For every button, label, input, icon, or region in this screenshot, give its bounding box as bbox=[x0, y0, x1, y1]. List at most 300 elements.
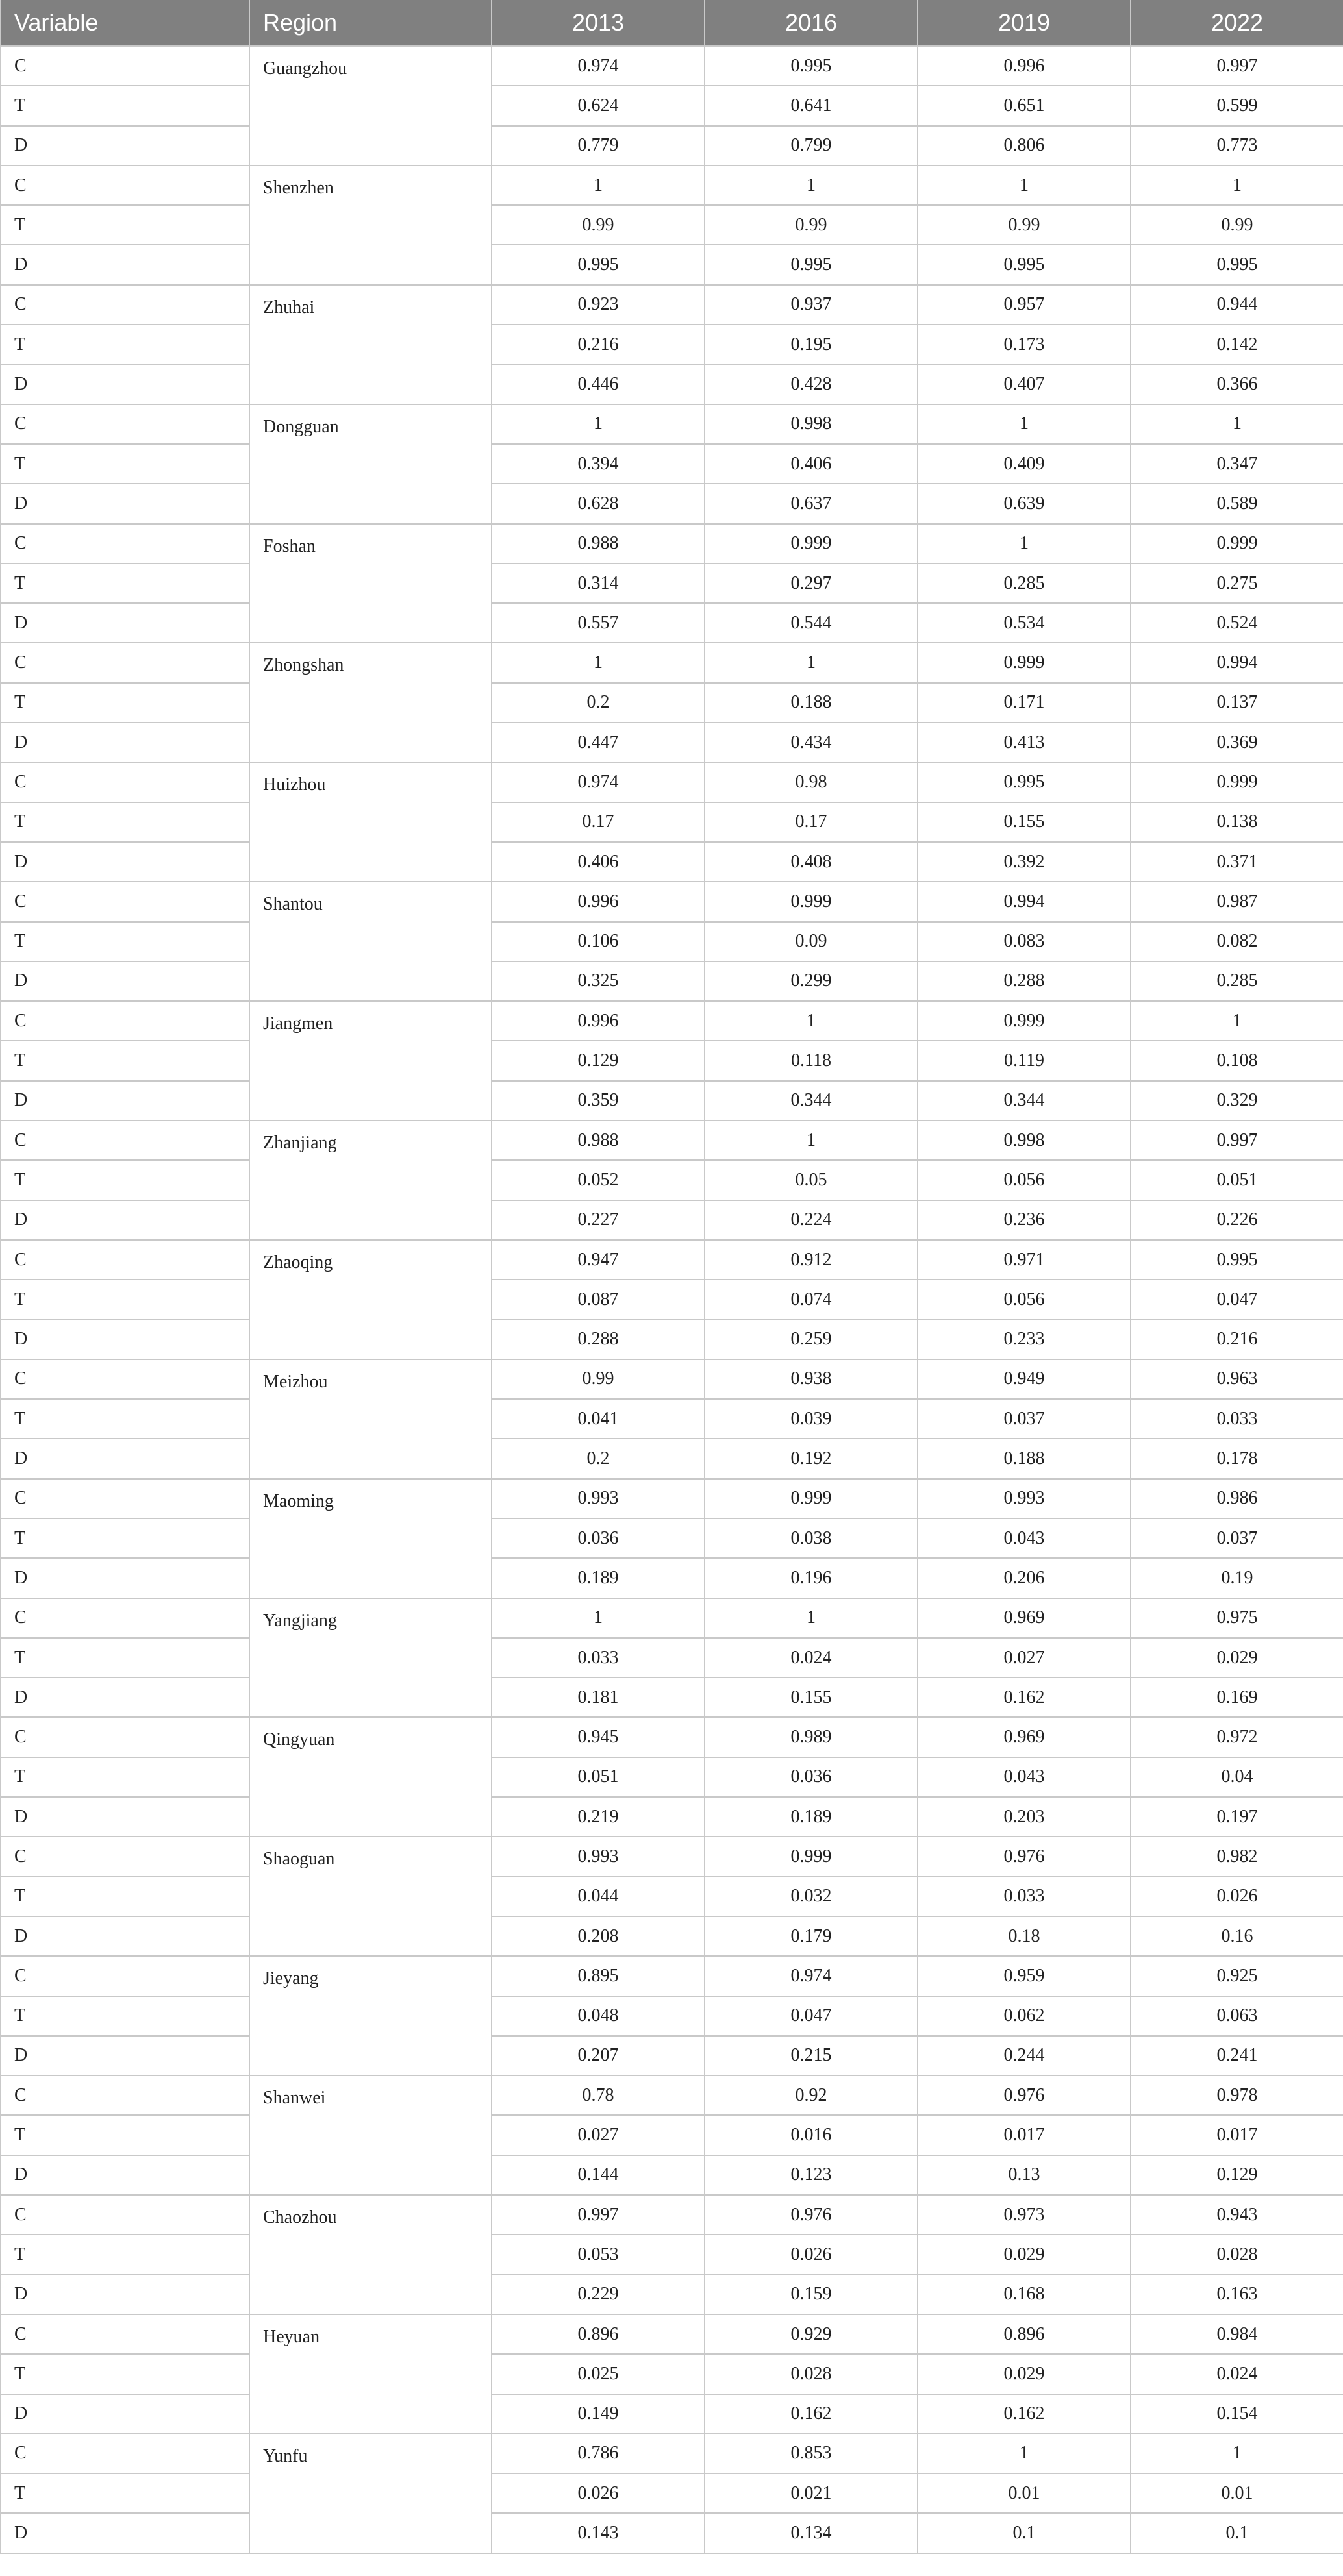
value-cell: 1 bbox=[1131, 1001, 1343, 1041]
table-row bbox=[1, 126, 1343, 166]
value-cell: 0.138 bbox=[1131, 802, 1343, 842]
table-row bbox=[1, 1837, 1343, 1876]
value-cell: 0.975 bbox=[1131, 1598, 1343, 1638]
table-row bbox=[1, 2513, 1343, 2553]
value-cell: 0.366 bbox=[1131, 364, 1343, 404]
variable-cell: T bbox=[1, 1638, 249, 1678]
value-cell: 0.408 bbox=[705, 842, 918, 882]
variable-cell: C bbox=[1, 1598, 249, 1638]
variable-cell: T bbox=[1, 325, 249, 364]
value-cell: 0.78 bbox=[492, 2075, 705, 2115]
value-cell: 0.159 bbox=[705, 2275, 918, 2314]
value-cell: 0.106 bbox=[492, 922, 705, 961]
value-cell: 0.995 bbox=[1131, 1240, 1343, 1280]
value-cell: 0.041 bbox=[492, 1399, 705, 1439]
value-cell: 1 bbox=[918, 166, 1131, 205]
table-row bbox=[1, 1956, 1343, 1996]
variable-cell: C bbox=[1, 2434, 249, 2473]
value-cell: 0.024 bbox=[705, 1638, 918, 1678]
region-cell: Zhaoqing bbox=[249, 1240, 492, 1359]
value-cell: 0.995 bbox=[918, 245, 1131, 284]
value-cell: 0.19 bbox=[1131, 1558, 1343, 1598]
value-cell: 0.641 bbox=[705, 86, 918, 125]
value-cell: 0.976 bbox=[918, 2075, 1131, 2115]
value-cell: 0.786 bbox=[492, 2434, 705, 2473]
value-cell: 0.969 bbox=[918, 1598, 1131, 1638]
value-cell: 0.971 bbox=[918, 1240, 1131, 1280]
value-cell: 0.129 bbox=[492, 1041, 705, 1080]
value-cell: 0.259 bbox=[705, 1320, 918, 1359]
table-row bbox=[1, 46, 1343, 86]
value-cell: 1 bbox=[705, 166, 918, 205]
value-cell: 0.123 bbox=[705, 2155, 918, 2195]
value-cell: 0.179 bbox=[705, 1916, 918, 1956]
table-row bbox=[1, 2195, 1343, 2235]
variable-cell: C bbox=[1, 643, 249, 682]
value-cell: 0.171 bbox=[918, 683, 1131, 723]
table-body bbox=[1, 46, 1343, 2553]
value-cell: 0.651 bbox=[918, 86, 1131, 125]
value-cell: 0.999 bbox=[705, 1479, 918, 1518]
table-row bbox=[1, 1996, 1343, 2036]
value-cell: 0.947 bbox=[492, 1240, 705, 1280]
header-year-2022: 2022 bbox=[1131, 0, 1343, 46]
table-row bbox=[1, 1359, 1343, 1399]
value-cell: 0.028 bbox=[1131, 2235, 1343, 2274]
value-cell: 0.108 bbox=[1131, 1041, 1343, 1080]
value-cell: 0.216 bbox=[492, 325, 705, 364]
variable-cell: T bbox=[1, 2354, 249, 2394]
table-row bbox=[1, 2394, 1343, 2434]
table-row bbox=[1, 2075, 1343, 2115]
table-row bbox=[1, 2036, 1343, 2075]
value-cell: 0.997 bbox=[492, 2195, 705, 2235]
variable-cell: C bbox=[1, 2195, 249, 2235]
value-cell: 0.178 bbox=[1131, 1439, 1343, 1478]
region-cell: Zhuhai bbox=[249, 285, 492, 404]
value-cell: 0.083 bbox=[918, 922, 1131, 961]
table-row bbox=[1, 245, 1343, 284]
table-row bbox=[1, 1280, 1343, 1319]
value-cell: 0.285 bbox=[1131, 961, 1343, 1001]
value-cell: 0.047 bbox=[1131, 1280, 1343, 1319]
variable-cell: T bbox=[1, 444, 249, 484]
value-cell: 0.288 bbox=[492, 1320, 705, 1359]
variable-cell: C bbox=[1, 1001, 249, 1041]
variable-cell: D bbox=[1, 1439, 249, 1478]
value-cell: 0.544 bbox=[705, 603, 918, 643]
value-cell: 0.994 bbox=[1131, 643, 1343, 682]
value-cell: 0.99 bbox=[705, 205, 918, 245]
value-cell: 0.406 bbox=[492, 842, 705, 882]
value-cell: 0.997 bbox=[1131, 1121, 1343, 1160]
value-cell: 0.032 bbox=[705, 1877, 918, 1916]
table-row bbox=[1, 762, 1343, 802]
value-cell: 0.297 bbox=[705, 564, 918, 603]
value-cell: 0.052 bbox=[492, 1160, 705, 1200]
value-cell: 0.025 bbox=[492, 2354, 705, 2394]
value-cell: 0.224 bbox=[705, 1200, 918, 1240]
value-cell: 0.043 bbox=[918, 1757, 1131, 1797]
region-cell: Jieyang bbox=[249, 1956, 492, 2075]
value-cell: 0.144 bbox=[492, 2155, 705, 2195]
value-cell: 0.371 bbox=[1131, 842, 1343, 882]
value-cell: 0.637 bbox=[705, 484, 918, 523]
value-cell: 0.999 bbox=[705, 1837, 918, 1876]
value-cell: 0.062 bbox=[918, 1996, 1131, 2036]
value-cell: 0.162 bbox=[918, 1678, 1131, 1717]
value-cell: 0.969 bbox=[918, 1717, 1131, 1757]
value-cell: 0.972 bbox=[1131, 1717, 1343, 1757]
value-cell: 0.029 bbox=[918, 2235, 1131, 2274]
value-cell: 0.944 bbox=[1131, 285, 1343, 325]
value-cell: 0.999 bbox=[918, 1001, 1131, 1041]
variable-cell: D bbox=[1, 2513, 249, 2553]
table-row bbox=[1, 325, 1343, 364]
value-cell: 1 bbox=[492, 1598, 705, 1638]
value-cell: 0.027 bbox=[918, 1638, 1131, 1678]
table-row bbox=[1, 484, 1343, 523]
variable-cell: T bbox=[1, 1996, 249, 2036]
table-row bbox=[1, 364, 1343, 404]
table-row bbox=[1, 444, 1343, 484]
region-cell: Yangjiang bbox=[249, 1598, 492, 1718]
variable-cell: C bbox=[1, 166, 249, 205]
value-cell: 0.01 bbox=[918, 2473, 1131, 2513]
value-cell: 1 bbox=[492, 166, 705, 205]
value-cell: 0.993 bbox=[492, 1479, 705, 1518]
value-cell: 0.999 bbox=[1131, 762, 1343, 802]
value-cell: 0.982 bbox=[1131, 1837, 1343, 1876]
value-cell: 0.779 bbox=[492, 126, 705, 166]
region-cell: Shaoguan bbox=[249, 1837, 492, 1956]
value-cell: 1 bbox=[918, 2434, 1131, 2473]
variable-cell: D bbox=[1, 842, 249, 882]
value-cell: 0.359 bbox=[492, 1081, 705, 1121]
value-cell: 0.056 bbox=[918, 1280, 1131, 1319]
variable-cell: C bbox=[1, 1717, 249, 1757]
variable-cell: D bbox=[1, 2155, 249, 2195]
region-cell: Jiangmen bbox=[249, 1001, 492, 1121]
value-cell: 0.087 bbox=[492, 1280, 705, 1319]
value-cell: 0.229 bbox=[492, 2275, 705, 2314]
region-cell: Huizhou bbox=[249, 762, 492, 882]
value-cell: 1 bbox=[918, 524, 1131, 564]
value-cell: 0.216 bbox=[1131, 1320, 1343, 1359]
variable-cell: D bbox=[1, 126, 249, 166]
variable-cell: C bbox=[1, 404, 249, 444]
value-cell: 0.033 bbox=[1131, 1399, 1343, 1439]
value-cell: 0.244 bbox=[918, 2036, 1131, 2075]
value-cell: 0.09 bbox=[705, 922, 918, 961]
value-cell: 0.369 bbox=[1131, 723, 1343, 762]
variable-cell: T bbox=[1, 2115, 249, 2155]
value-cell: 0.192 bbox=[705, 1439, 918, 1478]
value-cell: 0.987 bbox=[1131, 882, 1343, 921]
value-cell: 0.974 bbox=[492, 762, 705, 802]
header-variable: Variable bbox=[1, 0, 249, 46]
value-cell: 0.895 bbox=[492, 1956, 705, 1996]
variable-cell: T bbox=[1, 2473, 249, 2513]
region-cell: Heyuan bbox=[249, 2314, 492, 2434]
variable-cell: T bbox=[1, 1518, 249, 1558]
variable-cell: T bbox=[1, 2235, 249, 2274]
header-region: Region bbox=[249, 0, 492, 46]
value-cell: 0.024 bbox=[1131, 2354, 1343, 2394]
value-cell: 0.017 bbox=[918, 2115, 1131, 2155]
variable-cell: T bbox=[1, 683, 249, 723]
header-year-2013: 2013 bbox=[492, 0, 705, 46]
value-cell: 0.16 bbox=[1131, 1916, 1343, 1956]
table-row bbox=[1, 1160, 1343, 1200]
variable-cell: T bbox=[1, 564, 249, 603]
variable-cell: C bbox=[1, 1240, 249, 1280]
value-cell: 0.219 bbox=[492, 1797, 705, 1837]
variable-cell: T bbox=[1, 1041, 249, 1080]
value-cell: 0.428 bbox=[705, 364, 918, 404]
table-row bbox=[1, 1678, 1343, 1717]
value-cell: 0.215 bbox=[705, 2036, 918, 2075]
value-cell: 0.989 bbox=[705, 1717, 918, 1757]
table-row bbox=[1, 683, 1343, 723]
value-cell: 0.155 bbox=[705, 1678, 918, 1717]
header-year-2019: 2019 bbox=[918, 0, 1131, 46]
table-row bbox=[1, 1757, 1343, 1797]
value-cell: 0.943 bbox=[1131, 2195, 1343, 2235]
value-cell: 1 bbox=[1131, 166, 1343, 205]
table-row bbox=[1, 86, 1343, 125]
value-cell: 0.1 bbox=[1131, 2513, 1343, 2553]
value-cell: 1 bbox=[705, 643, 918, 682]
value-cell: 0.043 bbox=[918, 1518, 1131, 1558]
value-cell: 1 bbox=[492, 404, 705, 444]
value-cell: 0.241 bbox=[1131, 2036, 1343, 2075]
table-row bbox=[1, 603, 1343, 643]
table-row bbox=[1, 643, 1343, 682]
value-cell: 0.051 bbox=[1131, 1160, 1343, 1200]
value-cell: 0.912 bbox=[705, 1240, 918, 1280]
variable-cell: C bbox=[1, 882, 249, 921]
value-cell: 0.929 bbox=[705, 2314, 918, 2354]
value-cell: 0.344 bbox=[705, 1081, 918, 1121]
value-cell: 0.142 bbox=[1131, 325, 1343, 364]
variable-cell: C bbox=[1, 762, 249, 802]
value-cell: 0.406 bbox=[705, 444, 918, 484]
value-cell: 0.044 bbox=[492, 1877, 705, 1916]
value-cell: 0.347 bbox=[1131, 444, 1343, 484]
value-cell: 0.181 bbox=[492, 1678, 705, 1717]
table-row bbox=[1, 842, 1343, 882]
table-row bbox=[1, 285, 1343, 325]
variable-cell: D bbox=[1, 2275, 249, 2314]
region-cell: Zhongshan bbox=[249, 643, 492, 762]
value-cell: 0.329 bbox=[1131, 1081, 1343, 1121]
value-cell: 0.925 bbox=[1131, 1956, 1343, 1996]
region-cell: Meizhou bbox=[249, 1359, 492, 1479]
value-cell: 0.993 bbox=[492, 1837, 705, 1876]
table-row bbox=[1, 166, 1343, 205]
region-cell: Chaozhou bbox=[249, 2195, 492, 2314]
value-cell: 0.99 bbox=[492, 205, 705, 245]
value-cell: 0.995 bbox=[492, 245, 705, 284]
region-cell: Yunfu bbox=[249, 2434, 492, 2553]
value-cell: 0.033 bbox=[492, 1638, 705, 1678]
value-cell: 0.853 bbox=[705, 2434, 918, 2473]
value-cell: 0.162 bbox=[705, 2394, 918, 2434]
value-cell: 0.998 bbox=[705, 404, 918, 444]
variable-cell: C bbox=[1, 2075, 249, 2115]
value-cell: 0.996 bbox=[492, 1001, 705, 1041]
value-cell: 0.203 bbox=[918, 1797, 1131, 1837]
value-cell: 0.134 bbox=[705, 2513, 918, 2553]
value-cell: 0.99 bbox=[1131, 205, 1343, 245]
region-cell: Maoming bbox=[249, 1479, 492, 1598]
value-cell: 0.996 bbox=[918, 46, 1131, 86]
variable-cell: T bbox=[1, 1877, 249, 1916]
value-cell: 0.05 bbox=[705, 1160, 918, 1200]
value-cell: 0.995 bbox=[705, 46, 918, 86]
value-cell: 0.988 bbox=[492, 1121, 705, 1160]
value-cell: 0.974 bbox=[492, 46, 705, 86]
value-cell: 0.986 bbox=[1131, 1479, 1343, 1518]
variable-cell: T bbox=[1, 86, 249, 125]
value-cell: 0.413 bbox=[918, 723, 1131, 762]
value-cell: 1 bbox=[705, 1121, 918, 1160]
value-cell: 0.995 bbox=[1131, 245, 1343, 284]
value-cell: 0.344 bbox=[918, 1081, 1131, 1121]
value-cell: 0.524 bbox=[1131, 603, 1343, 643]
variable-cell: T bbox=[1, 1757, 249, 1797]
value-cell: 0.896 bbox=[492, 2314, 705, 2354]
value-cell: 0.029 bbox=[918, 2354, 1131, 2394]
value-cell: 0.999 bbox=[1131, 524, 1343, 564]
value-cell: 0.92 bbox=[705, 2075, 918, 2115]
table-row bbox=[1, 2155, 1343, 2195]
value-cell: 0.17 bbox=[705, 802, 918, 842]
value-cell: 0.599 bbox=[1131, 86, 1343, 125]
value-cell: 0.98 bbox=[705, 762, 918, 802]
value-cell: 0.624 bbox=[492, 86, 705, 125]
table-row bbox=[1, 1200, 1343, 1240]
value-cell: 0.226 bbox=[1131, 1200, 1343, 1240]
value-cell: 0.039 bbox=[705, 1399, 918, 1439]
table-row bbox=[1, 1121, 1343, 1160]
value-cell: 0.407 bbox=[918, 364, 1131, 404]
region-cell: Shanwei bbox=[249, 2075, 492, 2195]
variable-cell: C bbox=[1, 524, 249, 564]
value-cell: 0.799 bbox=[705, 126, 918, 166]
value-cell: 1 bbox=[1131, 2434, 1343, 2473]
value-cell: 0.118 bbox=[705, 1041, 918, 1080]
value-cell: 0.974 bbox=[705, 1956, 918, 1996]
value-cell: 0.053 bbox=[492, 2235, 705, 2274]
table-row bbox=[1, 1320, 1343, 1359]
value-cell: 0.409 bbox=[918, 444, 1131, 484]
variable-cell: T bbox=[1, 802, 249, 842]
table-row bbox=[1, 2314, 1343, 2354]
value-cell: 0.534 bbox=[918, 603, 1131, 643]
value-cell: 0.036 bbox=[492, 1518, 705, 1558]
table-row bbox=[1, 723, 1343, 762]
variable-cell: D bbox=[1, 1916, 249, 1956]
value-cell: 0.999 bbox=[705, 882, 918, 921]
value-cell: 0.173 bbox=[918, 325, 1131, 364]
value-cell: 0.999 bbox=[918, 643, 1131, 682]
value-cell: 0.394 bbox=[492, 444, 705, 484]
region-cell: Shantou bbox=[249, 882, 492, 1001]
value-cell: 1 bbox=[492, 643, 705, 682]
value-cell: 0.973 bbox=[918, 2195, 1131, 2235]
value-cell: 0.639 bbox=[918, 484, 1131, 523]
value-cell: 1 bbox=[1131, 404, 1343, 444]
value-cell: 0.557 bbox=[492, 603, 705, 643]
value-cell: 0.037 bbox=[1131, 1518, 1343, 1558]
value-cell: 0.029 bbox=[1131, 1638, 1343, 1678]
value-cell: 0.806 bbox=[918, 126, 1131, 166]
value-cell: 0.028 bbox=[705, 2354, 918, 2394]
value-cell: 0.195 bbox=[705, 325, 918, 364]
variable-cell: D bbox=[1, 1558, 249, 1598]
value-cell: 0.993 bbox=[918, 1479, 1131, 1518]
value-cell: 0.026 bbox=[705, 2235, 918, 2274]
variable-cell: C bbox=[1, 1479, 249, 1518]
value-cell: 0.154 bbox=[1131, 2394, 1343, 2434]
table-row bbox=[1, 2235, 1343, 2274]
value-cell: 0.048 bbox=[492, 1996, 705, 2036]
value-cell: 0.189 bbox=[705, 1797, 918, 1837]
value-cell: 0.314 bbox=[492, 564, 705, 603]
value-cell: 0.056 bbox=[918, 1160, 1131, 1200]
variable-cell: T bbox=[1, 1160, 249, 1200]
variable-cell: C bbox=[1, 1121, 249, 1160]
table-header bbox=[1, 0, 1343, 46]
value-cell: 0.027 bbox=[492, 2115, 705, 2155]
value-cell: 0.18 bbox=[918, 1916, 1131, 1956]
table-row bbox=[1, 524, 1343, 564]
table-row bbox=[1, 882, 1343, 921]
value-cell: 0.207 bbox=[492, 2036, 705, 2075]
variable-cell: D bbox=[1, 245, 249, 284]
table-row bbox=[1, 205, 1343, 245]
value-cell: 0.988 bbox=[492, 524, 705, 564]
value-cell: 0.074 bbox=[705, 1280, 918, 1319]
value-cell: 0.99 bbox=[918, 205, 1131, 245]
value-cell: 0.082 bbox=[1131, 922, 1343, 961]
header-row bbox=[1, 0, 1343, 46]
value-cell: 0.063 bbox=[1131, 1996, 1343, 2036]
variable-cell: D bbox=[1, 2036, 249, 2075]
variable-cell: D bbox=[1, 1320, 249, 1359]
value-cell: 0.038 bbox=[705, 1518, 918, 1558]
value-cell: 0.2 bbox=[492, 683, 705, 723]
variable-cell: C bbox=[1, 46, 249, 86]
value-cell: 0.208 bbox=[492, 1916, 705, 1956]
table-row bbox=[1, 1479, 1343, 1518]
value-cell: 1 bbox=[705, 1001, 918, 1041]
value-cell: 0.17 bbox=[492, 802, 705, 842]
value-cell: 0.995 bbox=[705, 245, 918, 284]
table-row bbox=[1, 1081, 1343, 1121]
value-cell: 0.155 bbox=[918, 802, 1131, 842]
value-cell: 0.434 bbox=[705, 723, 918, 762]
value-cell: 0.299 bbox=[705, 961, 918, 1001]
variable-cell: C bbox=[1, 1837, 249, 1876]
value-cell: 0.995 bbox=[918, 762, 1131, 802]
value-cell: 0.949 bbox=[918, 1359, 1131, 1399]
table-row bbox=[1, 961, 1343, 1001]
variable-cell: C bbox=[1, 1359, 249, 1399]
variable-cell: C bbox=[1, 1956, 249, 1996]
